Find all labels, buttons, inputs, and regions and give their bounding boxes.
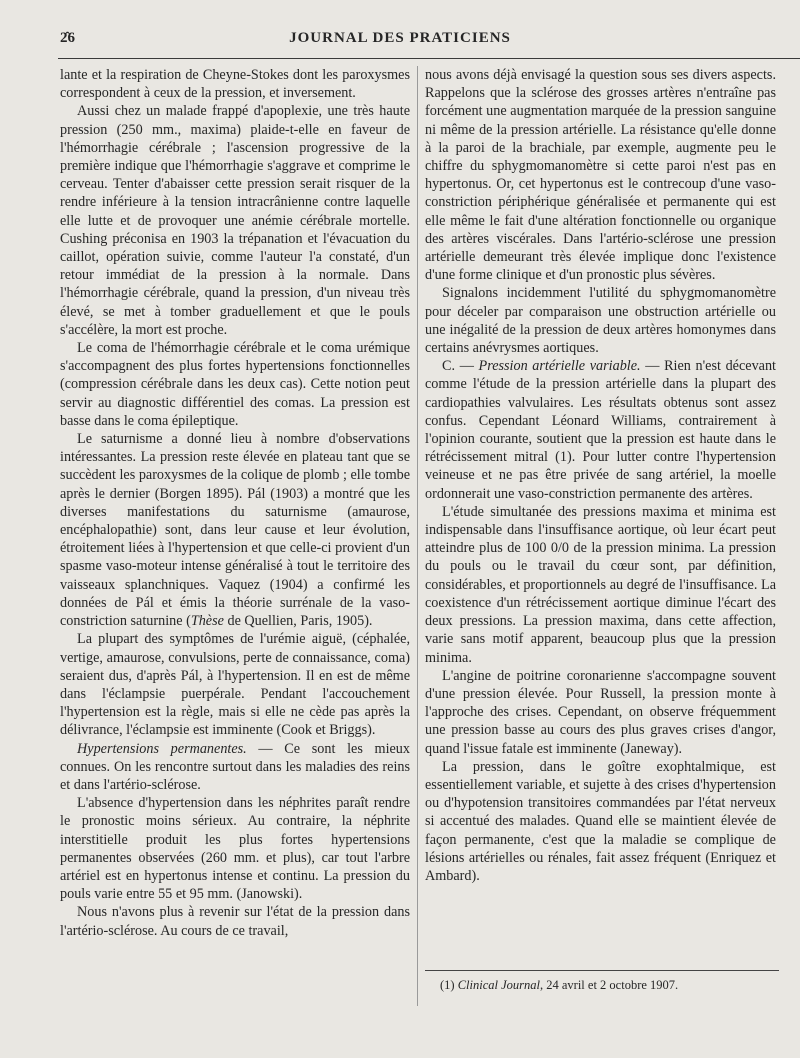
footnote — [425, 977, 779, 993]
paragraph: nous avons déjà envisagé la question sous ses divers aspects. Rappelons que la sclérose des grosses artères n'entraîne pas forcément une augmentation marquée de la pression sanguine ni même de la pression artérielle. La résistance qu'elle donne à la paroi de la brachiale, par exemple, augmente peu le chiffre du sphygmomanomètre si cette paroi n'est pas en hypertonus. Or, cet hypertonus est le contrecoup d'une vaso-constriction périphérique généralisée et permanente qui est elle même le fait d'une altération fonctionnelle ou organique des artères viscérales. Dans l'artério-sclérose une pression artérielle demeurant très élevée implique donc l'existence d'une forme clinique et d'un pronostic plus sévères. — [425, 67, 776, 284]
paragraph-text: de Quellien, Paris, 1905). — [223, 613, 373, 630]
left-column — [60, 66, 410, 940]
section-heading-italic: Hypertensions permanentes. — [77, 740, 247, 757]
paragraph: L'absence d'hypertension dans les néphrites paraît rendre le pronostic moins sérieux. Au contraire, la néphrite interstitielle produit les plus fortes hypertensions permanentes observées (260 mm. et plus), car tout l'arbre artériel est en hypertonus intense et continu. La pression du pouls varie entre 55 et 95 mm. (Janowski). — [60, 795, 410, 903]
section-heading-italic: Pression artérielle variable. — [478, 358, 641, 375]
paragraph: Aussi chez un malade frappé d'apoplexie, une très haute pression (250 mm., maxima) plaide-t-elle en faveur de l'hémorrhagie cérébrale ; l'ascension progressive de la première indique que l'hémorrhagie s'aggrave et comprime le cerveau. Tenter d'abaisser cette pression serait risquer de la rendre inférieure à la tension intracrânienne contre laquelle elle lutte et de provoquer une anémie cérébrale mortelle. Cushing préconisa en 1903 la trépanation et l'évacuation du caillot, opération suivie, comme l'auteur l'a constaté, d'un retour immédiat de la pression à la normale. Dans l'hémorrhagie cérébrale, quand la pression, d'un niveau très élevé, se met à tomber graduellement et que le pouls s'accélère, la mort est proche. — [60, 103, 410, 338]
column-divider — [417, 66, 418, 1006]
paragraph — [60, 430, 410, 630]
paragraph: La plupart des symptômes de l'urémie aiguë, (céphalée, vertige, amaurose, convulsions, perte de connaissance, coma) seraient dus, d'après Pál, à l'hypertension. Il en est de même dans l'éclampsie puerpérale. Pendant l'accouchement l'hypertension est la règle, mais si elle ne cède pas après la délivrance, l'éclampsie est imminente (Cook et Briggs). — [60, 631, 410, 739]
running-head — [0, 30, 800, 54]
footnote-text: , 24 avril et 2 octobre 1907. — [540, 978, 679, 992]
thesis-italic: Thèse — [190, 613, 224, 630]
paragraph: Signalons incidemment l'utilité du sphygmomanomètre pour déceler par comparaison une obstruction artérielle ou une inégalité de la pression de deux artères homonymes dans certains anévrysmes aortiques. — [425, 285, 776, 357]
paragraph: lante et la respiration de Cheyne-Stokes dont les paroxysmes correspondent à ceux de la pression, et inversement. — [60, 67, 410, 102]
paragraph: Le coma de l'hémorrhagie cérébrale et le coma urémique s'accompagnent des plus fortes hypertensions fonctionnelles (compression cérébrale dans les deux cas). Cette notion peut servir au diagnostic différentiel des comas. La pression est basse dans le coma épileptique. — [60, 340, 410, 429]
paragraph-text: — Ce sont les mieux connues. On les rencontre surtout dans les maladies des reins et dans l'artério-sclérose. — [60, 740, 410, 793]
section-letter: C. — — [442, 358, 479, 375]
paragraph — [60, 740, 410, 795]
page-number: 2̂6 — [60, 30, 75, 46]
paragraph: La pression, dans le goître exophtalmique, est essentiellement variable, et sujette à des crises d'hypertension ou d'hypotension transitoires commandées par l'état nerveux si accentué des malades. Quand elle se maintient élevée de façon permanente, c'est que la maladie se complique de lésions artérielles ou rénales, fait assez fréquent (Enriquez et Ambard). — [425, 758, 776, 884]
footnote-journal: Clinical Journal — [457, 978, 540, 992]
paragraph-text: — Rien n'est décevant comme l'étude de la pression artérielle dans la plupart des cardiopathies valvulaires. Les résultats obtenus sont assez confus. Cependant Léonard Williams, contrairement à l'opinion courante, soutient que la pression est haute dans le rétrécissement mitral (1). Pour lutter contre l'hypertension veineuse et ne pas être privée de sang artériel, la moelle ordonnerait une vaso-constriction permanente des artères. — [425, 358, 776, 502]
journal-title: JOURNAL DES PRATICIENS — [289, 30, 511, 46]
footnote-marker: (1) — [440, 978, 458, 992]
paragraph — [425, 357, 776, 503]
header-rule — [58, 58, 800, 59]
paragraph: L'étude simultanée des pressions maxima et minima est indispensable dans l'insuffisance aortique, où leur écart peut atteindre plus de 100 0/0 de la pression minima. La pression du pouls ou le travail du cœur sont, par définition, considérables, et proportionnels au degré de l'insuffisance. La coexistence d'un rétrécissement aortique diminue l'écart des deux pressions. La pression maxima, dans cette affection, varie sans motif apparent, beaucoup plus que la pression minima. — [425, 503, 776, 666]
paragraph: L'angine de poitrine coronarienne s'accompagne souvent d'une pression élevée. Pour Russell, la pression monte à l'approche des crises. Cependant, on observe fréquemment une pression basse au cours des plus graves crises d'angor, quand l'issue fatale est imminente (Janeway). — [425, 667, 776, 757]
right-column — [425, 66, 776, 885]
paragraph: Nous n'avons plus à revenir sur l'état de la pression dans l'artério-sclérose. Au cours de ce travail, — [60, 904, 410, 939]
footnote-rule — [425, 970, 779, 971]
paragraph-text: Le saturnisme a donné lieu à nombre d'observations intéressantes. La pression reste élevée en plateau tant que se succèdent les paroxysmes de la colique de plomb ; elle tombe après le dernier (Borgen 1895). Pál (1903) a montré que les diverses manifestations du saturnisme (amaurose, encéphalopathie) sont, dans leur cause et leur évolution, étroitement liées à l'hypertension et que celle-ci provient d'un spasme vaso-moteur intense généralisé à tout le territoire des vaisseaux splanchniques. Vaquez (1904) a confirmé les données de Pál et émis la théorie surrénale de la vaso-constriction saturnine ( — [60, 431, 410, 630]
